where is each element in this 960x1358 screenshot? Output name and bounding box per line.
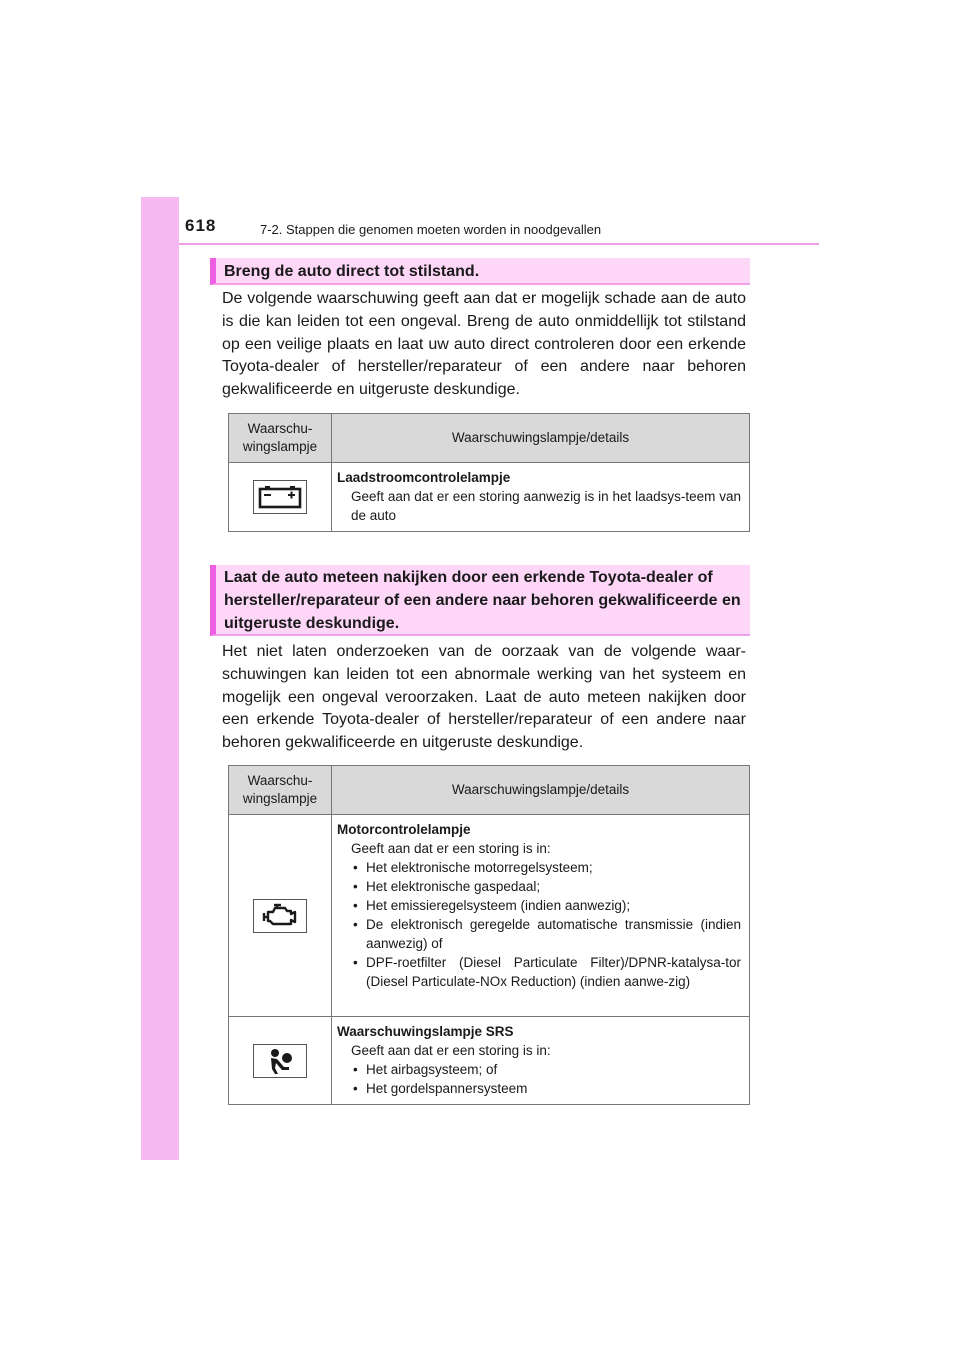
item-title: Motorcontrolelampje bbox=[337, 822, 471, 837]
table-header-row bbox=[229, 766, 750, 815]
bullet-list bbox=[337, 858, 741, 991]
intro-paragraph-2: Het niet laten onderzoeken van de oorzaak van de volgende waar-schuwingen kan leiden tot een abnormale werking van het systeem en mogelijk een ongeval veroorzaken. Laat de auto meteen nakijken door een erkende Toyota-dealer of hersteller/reparateur of een andere naar behoren gekwalificeerde en uitgeruste deskundige. bbox=[222, 643, 746, 752]
table-row bbox=[229, 1017, 750, 1105]
page-number: 618 bbox=[185, 216, 217, 235]
chapter-side-strip bbox=[141, 197, 179, 1160]
callout-have-checked: Laat de auto meteen nakijken door een erkende Toyota-dealer of hersteller/reparateur of een andere naar behoren gekwalificeerde en uitgeruste deskundige. bbox=[210, 565, 750, 636]
table-row bbox=[229, 463, 750, 532]
engine-icon bbox=[253, 899, 307, 933]
column-header-lamp: Waarschu- wingslampje bbox=[229, 414, 332, 463]
header-divider bbox=[179, 243, 819, 245]
intro-paragraph-1: De volgende waarschuwing geeft aan dat er mogelijk schade aan de auto is die kan leiden tot een ongeval. Breng de auto onmiddellijk tot stilstand op een veilige plaats en laat uw auto direct controleren door een erkende Toyota-dealer of hersteller/reparateur of een andere naar behoren gekwalificeerde en uitgeruste deskundige. bbox=[222, 290, 746, 399]
list-item: • Het airbagsysteem; of bbox=[353, 1060, 741, 1079]
warning-table-1 bbox=[228, 413, 750, 532]
callout-stop-vehicle: Breng de auto direct tot stilstand. bbox=[210, 258, 750, 285]
list-item: • Het gordelspannersysteem bbox=[353, 1079, 741, 1098]
list-item: • De elektronisch geregelde automatische transmissie (indien aanwezig) of bbox=[353, 915, 741, 953]
list-item: • Het emissieregelsysteem (indien aanwezig); bbox=[353, 896, 741, 915]
list-item: • Het elektronische motorregelsysteem; bbox=[353, 858, 741, 877]
table-header-row bbox=[229, 414, 750, 463]
battery-icon bbox=[253, 480, 307, 514]
list-item: • Het elektronische gaspedaal; bbox=[353, 877, 741, 896]
column-header-details: Waarschuwingslampje/details bbox=[332, 414, 750, 463]
table-row bbox=[229, 815, 750, 1017]
airbag-icon bbox=[253, 1044, 307, 1078]
warning-table-2 bbox=[228, 765, 750, 1105]
column-header-details: Waarschuwingslampje/details bbox=[332, 766, 750, 815]
item-description: Geeft aan dat er een storing is in: bbox=[351, 1043, 551, 1058]
item-title: Laadstroomcontrolelampje bbox=[337, 470, 511, 485]
item-title: Waarschuwingslampje SRS bbox=[337, 1024, 514, 1039]
bullet-list bbox=[337, 1060, 741, 1098]
item-description: Geeft aan dat er een storing is in: bbox=[351, 841, 551, 856]
section-title: 7-2. Stappen die genomen moeten worden in noodgevallen bbox=[260, 222, 602, 237]
column-header-lamp: Waarschu- wingslampje bbox=[229, 766, 332, 815]
item-description: Geeft aan dat er een storing aanwezig is in het laadsys-teem van de auto bbox=[351, 489, 741, 523]
list-item: • DPF-roetfilter (Diesel Particulate Filter)/DPNR-katalysa-tor (Diesel Particulate-NOx Reduction) (indien aanwe-zig) bbox=[353, 953, 741, 991]
